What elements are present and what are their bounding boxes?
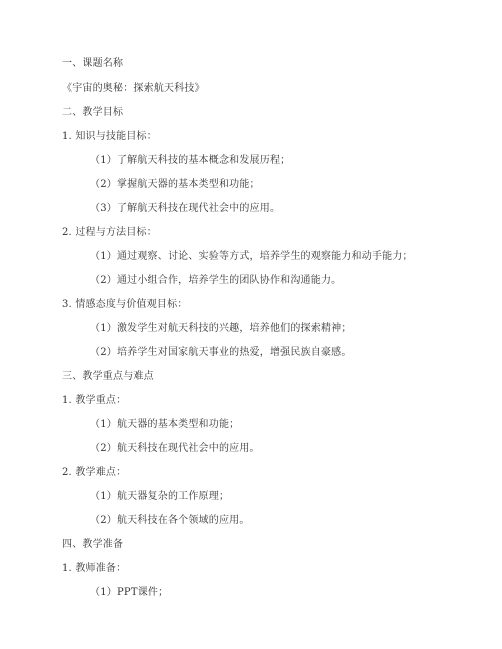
subsection-heading: 1. 教学重点：	[62, 395, 127, 406]
list-item: （2）航天科技在各个领域的应用。	[90, 515, 250, 526]
lesson-title: 《宇宙的奥秘：探索航天科技》	[62, 83, 205, 94]
subsection-heading: 2. 过程与方法目标：	[62, 227, 157, 238]
list-item: （2）航天科技在现代社会中的应用。	[90, 443, 260, 454]
list-item: （2）掌握航天器的基本类型和功能；	[90, 179, 260, 190]
subsection-heading: 2. 教学难点：	[62, 467, 127, 478]
section-heading: 三、教学重点与难点	[62, 371, 154, 382]
list-item: （1）通过观察、讨论、实验等方式，培养学生的观察能力和动手能力；	[90, 251, 413, 262]
list-item: （1）航天器的基本类型和功能；	[90, 419, 240, 430]
list-item: （1）了解航天科技的基本概念和发展历程；	[90, 155, 291, 166]
section-heading: 二、教学目标	[62, 107, 124, 118]
list-item: （2）培养学生对国家航天事业的热爱，增强民族自豪感。	[90, 347, 352, 358]
subsection-heading: 1. 知识与技能目标：	[62, 131, 157, 142]
list-item: （2）通过小组合作，培养学生的团队协作和沟通能力。	[90, 275, 342, 286]
subsection-heading: 3. 情感态度与价值观目标：	[62, 299, 188, 310]
section-heading: 四、教学准备	[62, 539, 124, 550]
list-item: （1）PPT课件；	[90, 587, 169, 598]
list-item: （1）航天器复杂的工作原理；	[90, 491, 230, 502]
list-item: （3）了解航天科技在现代社会中的应用。	[90, 203, 281, 214]
list-item: （1）激发学生对航天科技的兴趣，培养他们的探索精神；	[90, 323, 352, 334]
subsection-heading: 1. 教师准备：	[62, 563, 127, 574]
section-heading: 一、课题名称	[62, 58, 124, 69]
